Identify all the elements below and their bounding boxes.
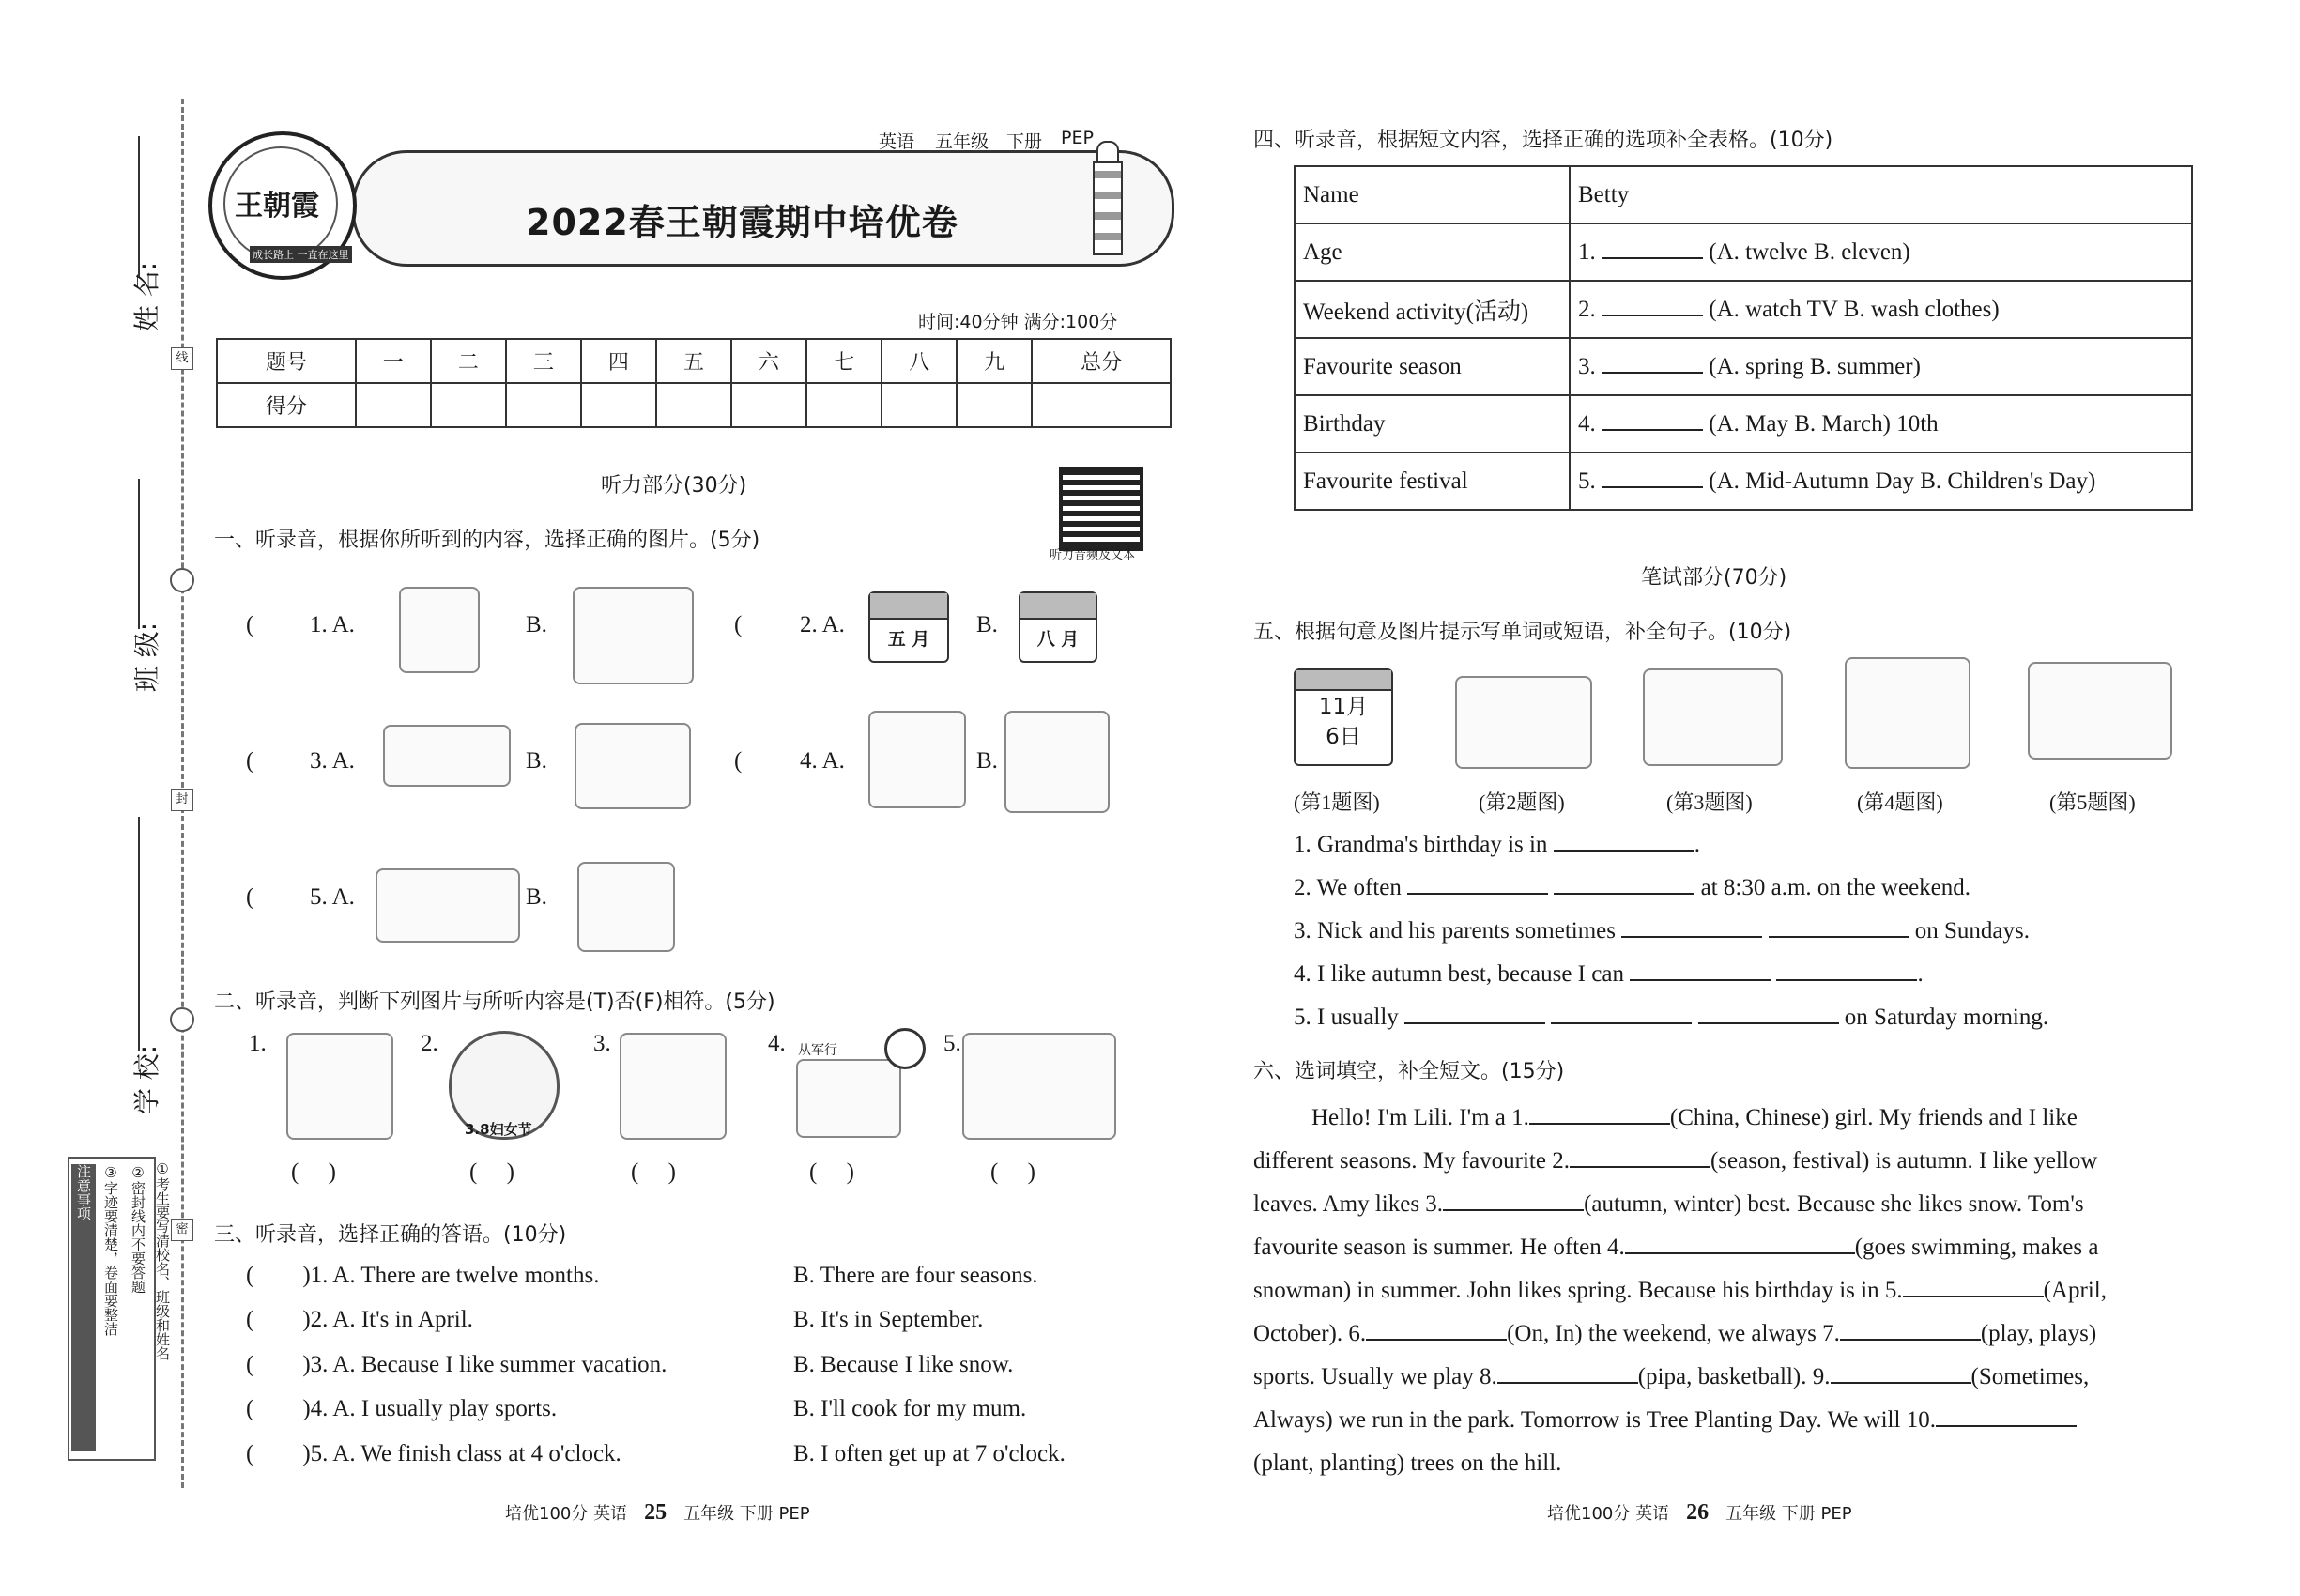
page-title: 2022春王朝霞期中培优卷 bbox=[526, 202, 958, 243]
binding-tag: 线 bbox=[171, 347, 193, 370]
option-b: B. Because I like snow. bbox=[793, 1352, 1014, 1377]
calendar-may-text: 五 月 bbox=[887, 629, 930, 650]
answer-blank[interactable] bbox=[1602, 296, 1703, 316]
score-cell[interactable] bbox=[356, 383, 431, 427]
blank-number: 5. bbox=[1578, 468, 1596, 494]
answer-blank[interactable] bbox=[1407, 874, 1548, 895]
cloze-text: different seasons. My favourite 2. bbox=[1253, 1148, 1570, 1174]
brand-logo bbox=[208, 131, 357, 280]
score-cell[interactable] bbox=[1032, 383, 1171, 427]
class-label: 班 级: bbox=[131, 622, 163, 693]
binding-hole bbox=[170, 568, 194, 592]
page-number: 26 bbox=[1686, 1500, 1710, 1525]
swimming-picture bbox=[383, 725, 511, 787]
option-b: B. I often get up at 7 o'clock. bbox=[793, 1441, 1066, 1466]
answer-paren[interactable]: ( bbox=[246, 1307, 254, 1332]
answer-blank[interactable] bbox=[1776, 960, 1917, 981]
answer-blank[interactable] bbox=[1630, 960, 1771, 981]
cloze-text: (season, festival) is autumn. I like yellow bbox=[1710, 1148, 2098, 1174]
info-label: Name bbox=[1295, 166, 1570, 223]
section-1-title: 一、听录音，根据你所听到的内容，选择正确的图片。(5分) bbox=[214, 529, 760, 552]
logo-caption: 成长路上 一直在这里 bbox=[250, 246, 352, 263]
answer-blank[interactable] bbox=[1497, 1363, 1638, 1384]
calendar-aug-icon bbox=[1019, 591, 1097, 663]
binding-hole bbox=[170, 1007, 194, 1032]
grade-tag: 英语 bbox=[879, 131, 915, 152]
answer-blank[interactable] bbox=[1554, 831, 1694, 852]
tf-paren[interactable]: ( ) bbox=[291, 1159, 336, 1185]
calendar-aug-text: 八 月 bbox=[1036, 629, 1080, 650]
notice-item: ②密封线内不要答题 bbox=[130, 1164, 146, 1294]
option-a: )2. A. It's in April. bbox=[302, 1307, 473, 1332]
sentence-text: . bbox=[1917, 961, 1924, 987]
score-cell[interactable] bbox=[581, 383, 656, 427]
answer-blank[interactable] bbox=[1621, 917, 1762, 938]
listening-title: 听力部分(30分) bbox=[601, 474, 747, 498]
option-b: B. bbox=[526, 748, 547, 774]
item-number: 5. bbox=[943, 1031, 961, 1056]
answer-blank[interactable] bbox=[1698, 1004, 1839, 1024]
picture-caption: (第4题图) bbox=[1857, 790, 1943, 814]
grade-tag: 五年级 bbox=[935, 131, 989, 152]
blank-number: 3. bbox=[1578, 354, 1596, 379]
sentence-text: 1. Grandma's birthday is in bbox=[1294, 832, 1548, 857]
info-label: Weekend activity(活动) bbox=[1295, 281, 1570, 338]
grade-tag: PEP bbox=[1061, 128, 1094, 148]
score-header-cell: 七 bbox=[806, 339, 882, 383]
score-header-cell: 四 bbox=[581, 339, 656, 383]
sentence bbox=[1294, 1004, 2048, 1031]
answer-paren[interactable]: ( bbox=[246, 1441, 254, 1466]
cloze-text: (China, Chinese) girl. My friends and I like bbox=[1669, 1105, 2078, 1130]
school-line bbox=[138, 817, 140, 1051]
answer-paren[interactable]: ( bbox=[246, 884, 260, 910]
class-line bbox=[138, 479, 140, 629]
info-table bbox=[1294, 165, 2193, 511]
lighthouse-icon bbox=[1089, 141, 1123, 253]
notice-box bbox=[68, 1157, 156, 1461]
footer-text: 五年级 下册 PEP bbox=[1725, 1504, 1852, 1524]
info-value-cell bbox=[1570, 281, 2192, 338]
basketball-picture bbox=[1004, 711, 1110, 813]
cloze-text: Hello! I'm Lili. I'm a 1. bbox=[1311, 1105, 1529, 1130]
binding-tag: 密 bbox=[171, 1219, 193, 1241]
answer-blank[interactable] bbox=[1602, 238, 1703, 259]
sentence-text: 4. I like autumn best, because I can bbox=[1294, 961, 1624, 987]
picture-caption: (第2题图) bbox=[1479, 790, 1565, 814]
sentence bbox=[1294, 831, 1700, 858]
tiananmen-picture bbox=[376, 868, 520, 943]
score-row-label: 得分 bbox=[217, 383, 356, 427]
cloze-text: leaves. Amy likes 3. bbox=[1253, 1191, 1444, 1217]
score-cell[interactable] bbox=[882, 383, 957, 427]
answer-paren[interactable]: ( bbox=[246, 748, 260, 774]
answer-blank[interactable] bbox=[1602, 353, 1703, 374]
score-header-cell: 五 bbox=[656, 339, 731, 383]
answer-row bbox=[246, 1441, 621, 1467]
snowman-picture bbox=[575, 723, 691, 809]
picture-caption: (第1题图) bbox=[1294, 790, 1380, 814]
family-picnic-picture bbox=[962, 1033, 1116, 1140]
info-value: Betty bbox=[1570, 166, 2192, 223]
boy-picture bbox=[286, 1033, 393, 1140]
calendar-may-icon bbox=[868, 591, 949, 663]
answer-blank[interactable] bbox=[1570, 1147, 1710, 1168]
answer-blank[interactable] bbox=[1769, 917, 1909, 938]
option-b: B. bbox=[526, 884, 547, 910]
cloze-text: (play, plays) bbox=[1980, 1321, 2097, 1346]
cloze-text: (April, bbox=[2043, 1278, 2107, 1303]
boy-reading-picture bbox=[399, 587, 480, 673]
answer-row bbox=[246, 1307, 473, 1333]
item-number: 2. bbox=[421, 1031, 438, 1056]
answer-blank[interactable] bbox=[1443, 1190, 1584, 1211]
school-label: 学 校: bbox=[131, 1044, 163, 1115]
info-options: (A. spring B. summer) bbox=[1709, 354, 1921, 379]
info-value-cell bbox=[1570, 395, 2192, 453]
logo-brand: 王朝霞 bbox=[235, 190, 319, 223]
kids-singing-picture bbox=[868, 711, 966, 808]
apple-tree-picture bbox=[1845, 657, 1970, 769]
answer-blank[interactable] bbox=[1529, 1104, 1670, 1125]
notice-title: 注意事项 bbox=[71, 1164, 96, 1451]
footer-text: 培优100分 英语 bbox=[1547, 1504, 1670, 1524]
blank-number: 2. bbox=[1578, 297, 1596, 322]
score-header-cell: 三 bbox=[506, 339, 581, 383]
name-line bbox=[138, 136, 140, 277]
score-cell[interactable] bbox=[431, 383, 506, 427]
question-number: 1. A. bbox=[310, 612, 355, 637]
option-b: B. It's in September. bbox=[793, 1307, 984, 1332]
score-header-cell: 八 bbox=[882, 339, 957, 383]
binding-tag: 封 bbox=[171, 789, 193, 811]
writing-title: 笔试部分(70分) bbox=[1641, 566, 1787, 590]
womens-day-text: 3.8妇女节 bbox=[465, 1121, 532, 1138]
score-header-cell: 二 bbox=[431, 339, 506, 383]
info-label: Favourite season bbox=[1295, 338, 1570, 395]
grade-tag: 下册 bbox=[1006, 131, 1043, 152]
item-number: 4. bbox=[768, 1031, 786, 1056]
question-number: 4. A. bbox=[800, 748, 845, 774]
score-cell[interactable] bbox=[957, 383, 1032, 427]
blank-number: 4. bbox=[1578, 411, 1596, 437]
girl-teaching-picture bbox=[796, 1059, 901, 1138]
sentence-text: on Sundays. bbox=[1914, 918, 2030, 944]
score-cell[interactable] bbox=[806, 383, 882, 427]
answer-blank[interactable] bbox=[1936, 1406, 2077, 1427]
sentence bbox=[1294, 874, 1970, 901]
tf-paren[interactable]: ( ) bbox=[631, 1159, 676, 1185]
time-info: 时间:40分钟 满分:100分 bbox=[918, 312, 1118, 332]
info-value-cell bbox=[1570, 223, 2192, 281]
score-header-cell: 六 bbox=[731, 339, 806, 383]
score-header-cell: 九 bbox=[957, 339, 1032, 383]
cloze-passage bbox=[1253, 1097, 2216, 1485]
answer-paren[interactable]: ( bbox=[246, 1263, 254, 1288]
info-value-cell bbox=[1570, 453, 2192, 510]
page-number: 25 bbox=[644, 1500, 667, 1525]
answer-blank[interactable] bbox=[1840, 1320, 1981, 1341]
section-2-title: 二、听录音，判断下列图片与所听内容是(T)否(F)相符。(5分) bbox=[214, 990, 775, 1014]
option-b: B. bbox=[526, 612, 547, 637]
qr-code-icon[interactable] bbox=[1059, 467, 1143, 551]
score-cell[interactable] bbox=[731, 383, 806, 427]
tree-picture bbox=[620, 1033, 727, 1140]
cloze-text: (Sometimes, bbox=[1970, 1364, 2090, 1389]
score-cell[interactable] bbox=[656, 383, 731, 427]
info-options: (A. May B. March) 10th bbox=[1709, 411, 1939, 437]
poem-title-text: 从军行 bbox=[798, 1043, 837, 1058]
family-dinner-picture bbox=[1455, 676, 1592, 769]
tf-paren[interactable]: ( ) bbox=[469, 1159, 514, 1185]
picture-caption: (第3题图) bbox=[1666, 790, 1753, 814]
info-options: (A. Mid-Autumn Day B. Children's Day) bbox=[1709, 468, 2096, 494]
info-value-cell bbox=[1570, 338, 2192, 395]
item-number: 1. bbox=[249, 1031, 267, 1056]
answer-blank[interactable] bbox=[1551, 1004, 1692, 1024]
calendar-month: 11月 bbox=[1318, 695, 1369, 719]
cloze-text: (plant, planting) trees on the hill. bbox=[1253, 1450, 1562, 1476]
info-label: Age bbox=[1295, 223, 1570, 281]
qr-caption: 听力音频及文本 bbox=[1050, 548, 1136, 562]
option-a: )4. A. I usually play sports. bbox=[302, 1396, 558, 1421]
family-shopping-picture bbox=[1643, 668, 1783, 766]
answer-row bbox=[246, 1396, 557, 1422]
answer-blank[interactable] bbox=[1602, 410, 1703, 431]
tf-paren[interactable]: ( ) bbox=[990, 1159, 1035, 1185]
sentence-text: . bbox=[1694, 832, 1700, 857]
footer-text: 五年级 下册 PEP bbox=[683, 1504, 810, 1524]
footer-right bbox=[1547, 1500, 1852, 1526]
answer-paren[interactable]: ( bbox=[246, 1396, 254, 1421]
footer-text: 培优100分 英语 bbox=[505, 1504, 628, 1524]
section-6-title: 六、选词填空，补全短文。(15分) bbox=[1253, 1060, 1565, 1083]
answer-blank[interactable] bbox=[1602, 468, 1703, 488]
room-cleaning-picture bbox=[2028, 662, 2172, 760]
section-4-title: 四、听录音，根据短文内容，选择正确的选项补全表格。(10分) bbox=[1253, 129, 1833, 152]
notice-item: ③字迹要清楚，卷面要整洁 bbox=[102, 1164, 119, 1336]
sentence bbox=[1294, 917, 2030, 944]
picture-caption: (第5题图) bbox=[2049, 790, 2136, 814]
answer-blank[interactable] bbox=[1404, 1004, 1545, 1024]
option-b: B. There are four seasons. bbox=[793, 1263, 1038, 1288]
sentence-text: 2. We often bbox=[1294, 875, 1402, 900]
cloze-text: (pipa, basketball). 9. bbox=[1637, 1364, 1831, 1389]
answer-blank[interactable] bbox=[1903, 1277, 2044, 1297]
option-b: B. bbox=[976, 612, 998, 637]
option-b: B. bbox=[976, 748, 998, 774]
score-header-cell: 总分 bbox=[1032, 339, 1171, 383]
cloze-text: sports. Usually we play 8. bbox=[1253, 1364, 1497, 1389]
info-options: (A. twelve B. eleven) bbox=[1709, 239, 1910, 265]
cloze-text: favourite season is summer. He often 4. bbox=[1253, 1235, 1625, 1260]
question-number: 2. A. bbox=[800, 612, 845, 637]
cloze-text: (On, In) the weekend, we always 7. bbox=[1507, 1321, 1840, 1346]
score-header-cell: 题号 bbox=[217, 339, 356, 383]
sentence-text: at 8:30 a.m. on the weekend. bbox=[1700, 875, 1971, 900]
tf-paren[interactable]: ( ) bbox=[809, 1159, 854, 1185]
blank-number: 1. bbox=[1578, 239, 1596, 265]
option-a: )1. A. There are twelve months. bbox=[302, 1263, 600, 1288]
question-number: 3. A. bbox=[310, 748, 355, 774]
answer-row bbox=[246, 1352, 667, 1378]
cloze-text: (autumn, winter) best. Because she likes snow. Tom's bbox=[1584, 1191, 2084, 1217]
answer-paren[interactable]: ( bbox=[246, 1352, 254, 1377]
notice-item: ①考生要写清校名、班级和姓名 bbox=[154, 1160, 171, 1360]
answer-blank[interactable] bbox=[1831, 1363, 1971, 1384]
sentence-text: 3. Nick and his parents sometimes bbox=[1294, 918, 1616, 944]
answer-blank[interactable] bbox=[1625, 1234, 1855, 1254]
sentence-text: 5. I usually bbox=[1294, 1005, 1399, 1030]
footer-left bbox=[505, 1500, 810, 1526]
question-number: 5. A. bbox=[310, 884, 355, 910]
sentence bbox=[1294, 960, 1924, 988]
score-cell[interactable] bbox=[506, 383, 581, 427]
clock-icon bbox=[884, 1028, 926, 1069]
info-label: Birthday bbox=[1295, 395, 1570, 453]
option-a: )5. A. We finish class at 4 o'clock. bbox=[302, 1441, 621, 1466]
calendar-day: 6日 bbox=[1326, 725, 1361, 749]
score-header-cell: 一 bbox=[356, 339, 431, 383]
sentence-text: on Saturday morning. bbox=[1844, 1005, 2049, 1030]
answer-paren[interactable]: ( bbox=[734, 748, 748, 774]
info-options: (A. watch TV B. wash clothes) bbox=[1709, 297, 2000, 322]
section-5-title: 五、根据句意及图片提示写单词或短语，补全句子。(10分) bbox=[1253, 621, 1792, 644]
item-number: 3. bbox=[593, 1031, 611, 1056]
answer-blank[interactable] bbox=[1366, 1320, 1507, 1341]
great-wall-picture bbox=[577, 862, 675, 952]
cloze-text: snowman) in summer. John likes spring. Because his birthday is in 5. bbox=[1253, 1278, 1903, 1303]
answer-blank[interactable] bbox=[1554, 874, 1694, 895]
answer-paren[interactable]: ( bbox=[246, 612, 260, 637]
answer-paren[interactable]: ( bbox=[734, 612, 748, 637]
info-label: Favourite festival bbox=[1295, 453, 1570, 510]
score-table bbox=[216, 338, 1172, 428]
answer-row bbox=[246, 1263, 599, 1289]
cloze-text: (goes swimming, makes a bbox=[1854, 1235, 2099, 1260]
calendar-nov-icon bbox=[1294, 668, 1393, 766]
cloze-text: Always) we run in the park. Tomorrow is Tree Planting Day. We will 10. bbox=[1253, 1407, 1936, 1433]
name-label: 姓 名: bbox=[131, 261, 163, 332]
section-3-title: 三、听录音，选择正确的答语。(10分) bbox=[214, 1223, 567, 1247]
option-a: )3. A. Because I like summer vacation. bbox=[302, 1352, 667, 1377]
girl-sun-picture bbox=[573, 587, 694, 684]
cloze-text: October). 6. bbox=[1253, 1321, 1367, 1346]
option-b: B. I'll cook for my mum. bbox=[793, 1396, 1027, 1421]
